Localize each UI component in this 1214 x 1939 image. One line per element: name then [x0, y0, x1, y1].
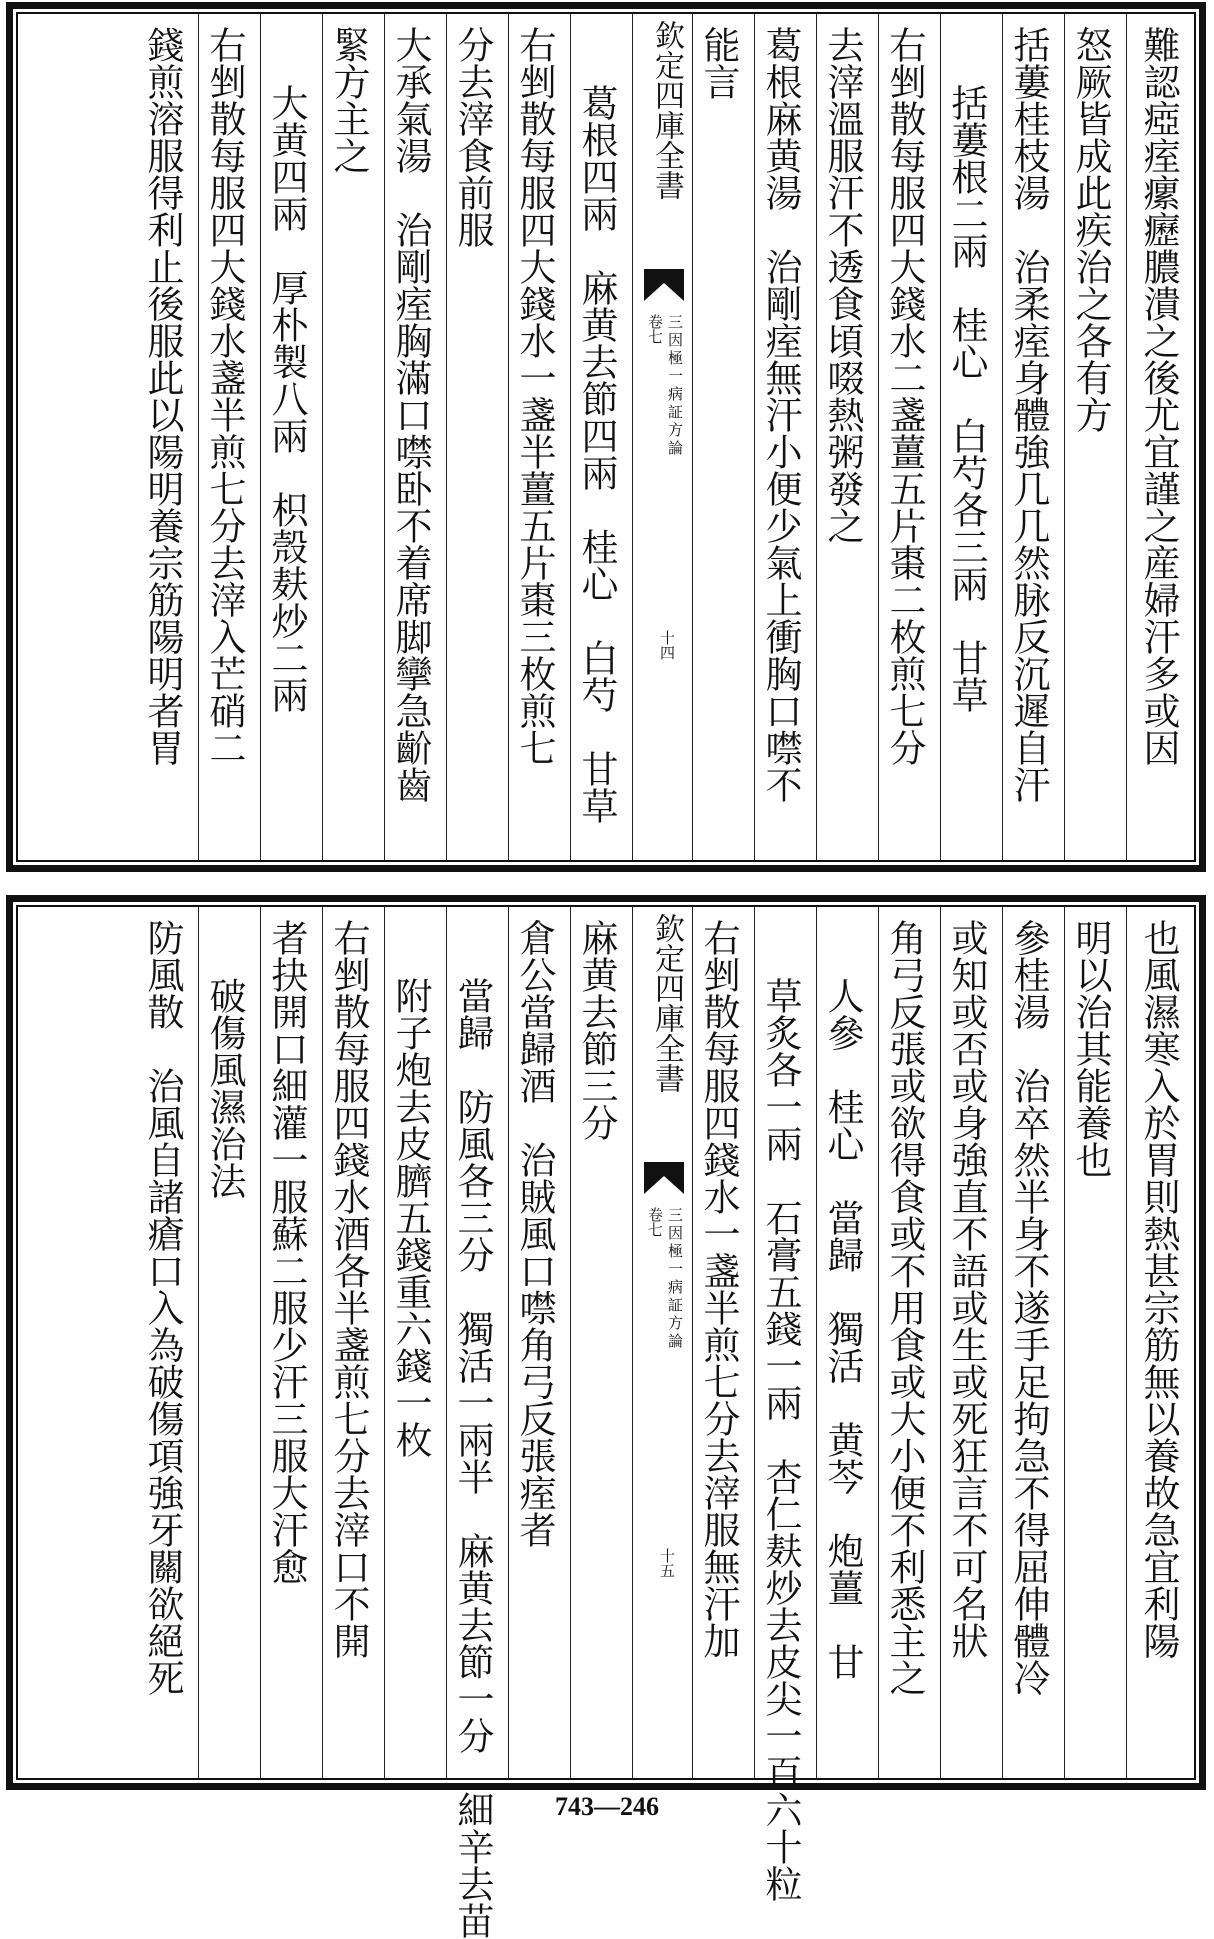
text-column: 錢煎溶服得利止後服此以陽明養宗筋陽明者胃	[141, 26, 184, 766]
text-column: 或知或否或身強直不語或生或死狂言不可名狀	[940, 907, 1002, 1778]
text-column: 右剉散每服四大錢水盞半煎七分去滓入芒硝二	[198, 14, 260, 860]
text-column: 怒厥皆成此疾治之各有方	[1064, 14, 1126, 860]
text-column: 右剉散每服四錢水一盞半煎七分去滓服無汗加	[692, 907, 754, 1778]
text-column: 大黄四兩 厚朴製八兩 枳殼麸炒二兩	[260, 14, 322, 860]
text-column: 倉公當歸酒 治賊風口噤角弓反張痓者	[508, 907, 570, 1778]
volume-label: 卷七	[646, 314, 664, 344]
text-column: 能言	[692, 14, 754, 860]
leaf-number: 十四	[658, 630, 676, 660]
text-columns-top	[18, 14, 1194, 860]
fishtail-mark-icon	[644, 269, 684, 301]
text-column: 破傷風濕治法	[198, 907, 260, 1778]
book-title: 欽定四庫全書	[649, 20, 684, 200]
text-column: 附子炮去皮臍五錢重六錢一枚	[384, 907, 446, 1778]
section-label: 三因極一病証方論	[666, 314, 684, 458]
text-column: 右剉散每服四大錢水一盞半薑五片棗三枚煎七	[508, 14, 570, 860]
text-column: 緊方主之	[322, 14, 384, 860]
book-title: 欽定四庫全書	[649, 913, 684, 1093]
text-column: 大承氣湯 治剛痓胸滿口噤卧不着席脚攣急齘齒	[384, 14, 446, 860]
text-column: 參桂湯 治卒然半身不遂手足拘急不得屈伸體冷	[1002, 907, 1064, 1778]
text-column: 難認瘂痓瘰癧膿潰之後尤宜謹之産婦汗多或因	[1126, 14, 1194, 860]
center-fold	[632, 14, 692, 860]
text-column: 也風濕寒入於胃則熱甚宗筋無以養故急宜利陽	[1126, 907, 1194, 1778]
text-column: 右剉散每服四錢水酒各半盞煎七分去滓口不開	[322, 907, 384, 1778]
text-column: 明以治其能養也	[1064, 907, 1126, 1778]
text-column: 括蔞桂枝湯 治柔痓身體強几几然脉反沉遲自汗	[1002, 14, 1064, 860]
text-column: 角弓反張或欲得食或不用食或大小便不利悉主之	[878, 907, 940, 1778]
section-label: 三因極一病証方論	[666, 1207, 684, 1351]
text-column: 去滓溫服汗不透食頃啜熱粥發之	[816, 14, 878, 860]
volume-label: 卷七	[646, 1207, 664, 1237]
text-column: 括蔞根二兩 桂心 白芍各三兩 甘草	[940, 14, 1002, 860]
text-column: 右剉散每服四大錢水二盞薑五片棗二枚煎七分	[878, 14, 940, 860]
text-column: 當歸 防風各三分 獨活一兩半 麻黄去節一分 細辛去苗	[446, 907, 508, 1778]
text-column: 葛根四兩 麻黄去節四兩 桂心 白芍 甘草	[570, 14, 632, 860]
center-fold	[632, 907, 692, 1778]
fishtail-mark-icon	[644, 1162, 684, 1194]
text-column: 草炙各一兩 石膏五錢一兩 杏仁麸炒去皮尖一百六十粒	[754, 907, 816, 1778]
page-number: 743—246	[555, 1792, 659, 1821]
page-top	[6, 2, 1206, 872]
text-column: 分去滓食前服	[446, 14, 508, 860]
text-column: 人參 桂心 當歸 獨活 黄芩 炮薑 甘	[816, 907, 878, 1778]
text-column: 者抉開口細灌一服蘇二服少汗三服大汗愈	[260, 907, 322, 1778]
text-column: 葛根麻黄湯 治剛痓無汗小便少氣上衝胸口噤不	[754, 14, 816, 860]
leaf-number: 十五	[658, 1548, 676, 1578]
text-column: 防風散 治風自諸瘡口入為破傷項強牙關欲絕死	[141, 919, 184, 1696]
text-column: 麻黄去節三分	[570, 907, 632, 1778]
